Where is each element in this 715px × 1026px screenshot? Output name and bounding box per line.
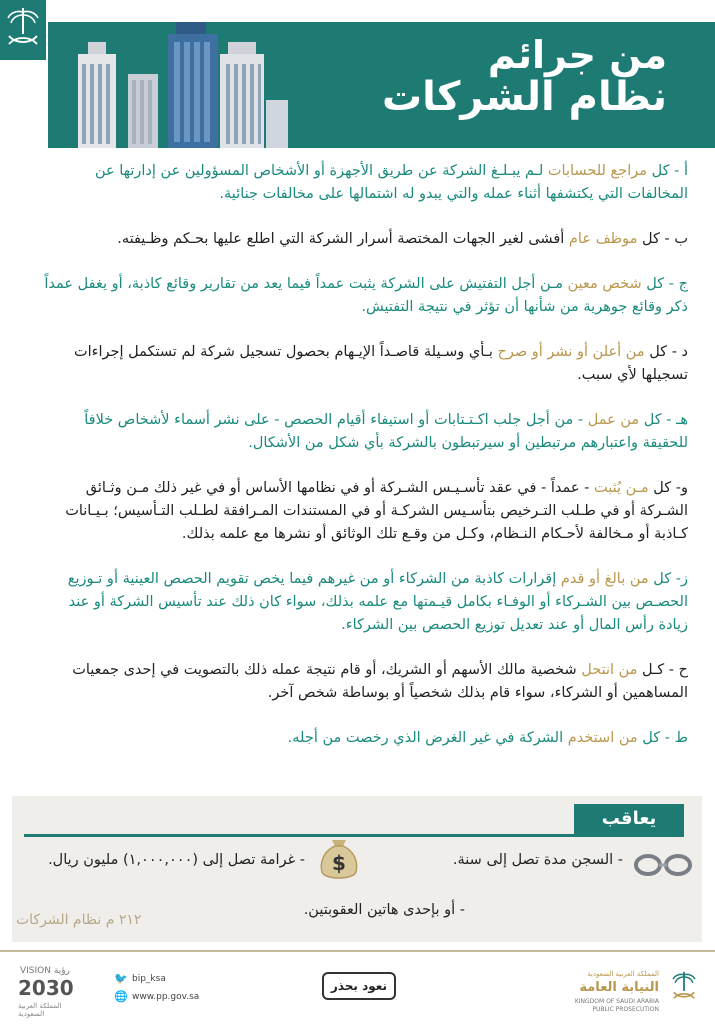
list-item: هـ - كل من عمل - من أجل جلب اكـتـتابات أو استيفاء أقيام الحصص - على نشر أسماء لأشخاص خلافاً للحقيقة واعتبارهم مرتبطين أو سيرتبطون بالشركة بأي شكل من الأشكال. [84,412,688,451]
header [0,0,715,148]
twitter-handle[interactable]: bip_ksa [132,974,166,984]
list-item: ز- كل من بالغ أو قدم إقرارات كاذبة من الشركاء أو من غيرهم فيما يخص تقويم الحصص العينية أو تـوزيع الحصـص بين الشـركاء أو الوفـاء بكامل قيـمتها مع علمه بذلك، سواء كان ذلك عند تأسيس الشركة أو عند زيادة رأس المال أو عند تعديل توزيع الحصص بين الشركاء. [67,571,688,633]
emblem-box [0,0,46,60]
footer [0,950,715,1026]
list-item: د - كل من أعلن أو نشر أو صرح بـأي وسـيلة قاصـداً الإيـهام بحصول تسجيل شركة لم تستكمل إجراءات تسجيلها لأي سبب. [73,344,688,383]
skyscrapers-illustration [68,14,288,148]
agency-logo: المملكة العربية السعودية النيابة العامة KINGDOM OF SAUDI ARABIA PUBLIC PROSECUTION [551,962,701,1018]
penalty-prison: - السجن مدة تصل إلى سنة. [452,852,623,868]
money-bag-icon [316,830,362,882]
list-item: أ - كل مراجع للحسابات لـم يبـلـغ الشركة عن طريق الأجهزة أو الأشخاص المسؤولين عن إدارتها عن المخالفات التي يكتشفها أثناء عمله والتي يبدو له اشتمالها على مخالفات جنائية. [94,163,688,202]
penalty-heading: يعاقب [574,804,684,834]
web-icon: 🌐 [114,990,128,1003]
list-item: ج - كل شخص معين مـن أجل التفتيش على الشركة يثبت عمداً فيما يعد من تقارير وقائع كاذبة، أو يغفل عمداً ذكر وقائع جوهرية من شأنها أن تؤثر في نتيجة التفتيش. [44,276,688,315]
handcuffs-icon [632,848,694,882]
crimes-list [40,160,688,772]
palm-swords-icon [667,966,701,1010]
list-item: ط - كل من استخدم الشركة في غير الغرض الذي رخصت من أجله. [287,730,688,746]
palm-swords-icon [0,0,46,60]
title-line-1: من جرائم [487,33,667,77]
list-item: ح - كـل من انتحل شخصية مالك الأسهم أو الشريك، أو قام نتيجة عمله ذلك بالتصويت في إحدى جمعيات المساهمين أو الشركاء، سواء قام بذلك شخصياً أو بوساطة شخص آخر. [72,662,688,701]
list-item: و- كل مـن يُثبت - عمداً - في عقد تأسـيـس الشـركة أو في نظامها الأساس أو في غير ذلك مـن وثـائق الشـركة أو في طـلب التـرخيص بتأسـيس الشركـة أو في المستندات المـرافقة لطـلب التـأسيس؛ بـيـانات كـاذبة أو مـخالفة لأحـكام النـظام، وكـل من وقـع تلك الوثائق أو نشرها مع علمه بذلك. [65,480,688,542]
vision-2030-logo: VISION رؤية 2030 المملكة العربية السعودية [18,966,74,1018]
law-article-reference: ٢١٢ م نظام الشركات [16,912,142,928]
campaign-badge: نعود بحذر [322,972,396,1000]
svg-text:$: $ [332,851,346,875]
twitter-icon: 🐦 [114,972,128,985]
penalty-fine: - غرامة تصل إلى (١,٠٠٠,٠٠٠) مليون ريال. [48,852,305,868]
list-item: ب - كل موظف عام أفشى لغير الجهات المختصة أسرار الشركة التي اطلع عليها بحـكم وظـيفته. [117,231,688,247]
page-title [307,33,667,120]
title-line-2: نظام الشركات [381,73,667,120]
penalty-either: - أو بإحدى هاتين العقوبتين. [303,902,465,918]
website-link[interactable]: www.pp.gov.sa [132,992,200,1002]
